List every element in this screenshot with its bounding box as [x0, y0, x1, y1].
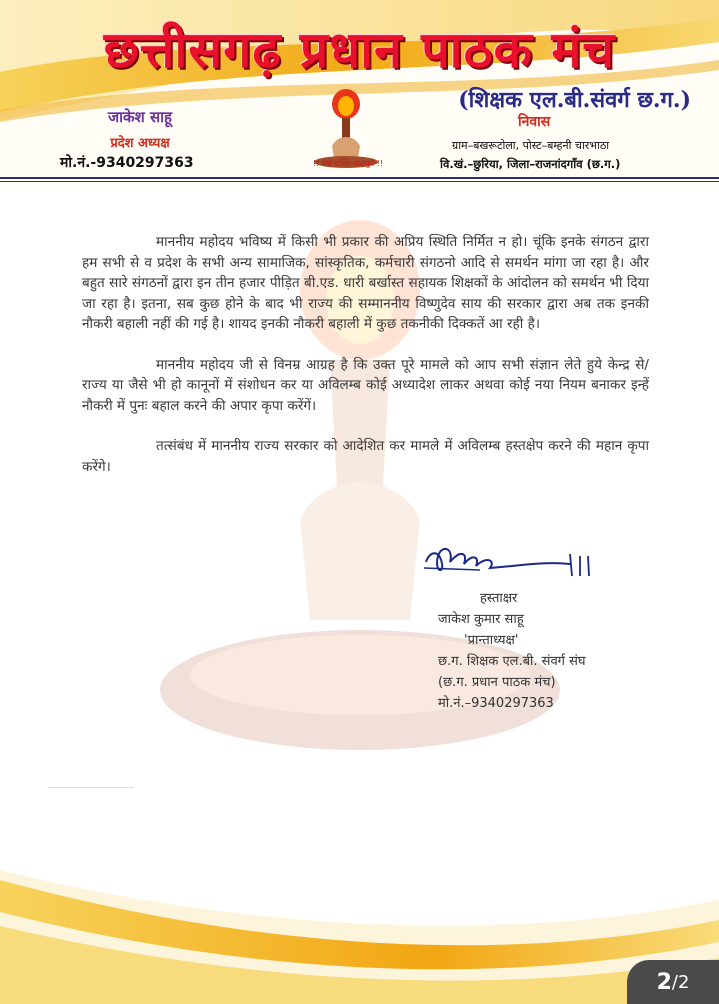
residence-label: निवास — [518, 114, 551, 130]
organization-title: छत्तीसगढ़ प्रधान पाठक मंच — [103, 20, 616, 79]
body-paragraph-3: तत्संबंध में माननीय राज्य सरकार को आदेशित कर मामले में अविलम्ब हस्तक्षेप करने की महान कृपा करेंगे। — [82, 438, 649, 475]
address-line-2: वि.खं.–छुरिया, जिला–राजनांदगाँव (छ.ग.) — [440, 157, 621, 171]
letter-body — [82, 232, 649, 497]
header-divider — [0, 177, 719, 179]
president-role: प्रदेश अध्यक्ष — [110, 136, 170, 151]
handwritten-signature — [420, 542, 605, 582]
page-indicator — [627, 960, 719, 1004]
signatory-org-alt: (छ.ग. प्रधान पाठक मंच) — [438, 675, 556, 690]
page-current: 2 — [656, 969, 672, 995]
signatory-org: छ.ग. शिक्षक एल.बी. संवर्ग संघ — [438, 654, 586, 669]
address-line-1: ग्राम–बखरूटोला, पोस्ट–बम्हनी चारभाठा — [452, 139, 610, 152]
page-total: /2 — [671, 971, 690, 993]
signatory-role: 'प्रान्ताध्यक्ष' — [464, 633, 519, 648]
president-name: जाकेश साहू — [108, 108, 172, 126]
organization-subtitle: (शिक्षक एल.बी.संवर्ग छ.ग.) — [458, 87, 691, 113]
signatory-mobile: मो.नं.–9340297363 — [438, 696, 554, 711]
body-paragraph-2: माननीय महोदय जी से विनम्र आग्रह है कि उक्त पूरे मामले को आप सभी संज्ञान लेते हुये केन्द्र से/राज्य या जैसे भी हो कानूनों में संशोधन कर या अविलम्ब कोई अध्यादेश लाकर अथवा कोई नया नियम बनाकर इन्हें नौकरी में पुनः बहाल करने की अपार कृपा करेंगें। — [82, 356, 649, 414]
header-mobile-number: मो.नं.-9340297363 — [60, 155, 194, 171]
footer-swoosh-graphic — [0, 830, 719, 1004]
footer-mark — [48, 787, 134, 788]
signature-block — [438, 588, 586, 714]
signatory-name: जाकेश कुमार साहू — [438, 612, 524, 627]
president-block — [70, 107, 210, 151]
logo-motto: !! संघे शक्ति कलयुगे !! — [312, 159, 384, 168]
signature-label: हस्ताक्षर — [480, 591, 518, 606]
body-paragraph-1: माननीय महोदय भविष्य में किसी भी प्रकार की अप्रिय स्थिति निर्मित न हो। चूंकि इनके संगठन द्वारा हम सभी से व प्रदेश के सभी अन्य सामाजिक, सांस्कृतिक, कर्मचारी संगठनो आदि से समर्थन मांगा जा रहा है। और बहुत सारे संगठनों द्वारा इन तीन हजार पीड़ित बी.एड. धारी बर्खास्त सहायक शिक्षकों के आंदोलन को समर्थन भी दिया जा रहा है। इतना, सब कुछ होने के बाद भी राज्य की सम्माननीय विष्णुदेव साय की सरकार द्वारा अब तक इनकी नौकरी बहाली नहीं की गई है। शायद इनकी नौकरी बहाली में कुछ तकनीकी दिक्कतें आ रही है। — [82, 234, 649, 332]
header-divider-thin — [0, 181, 719, 182]
